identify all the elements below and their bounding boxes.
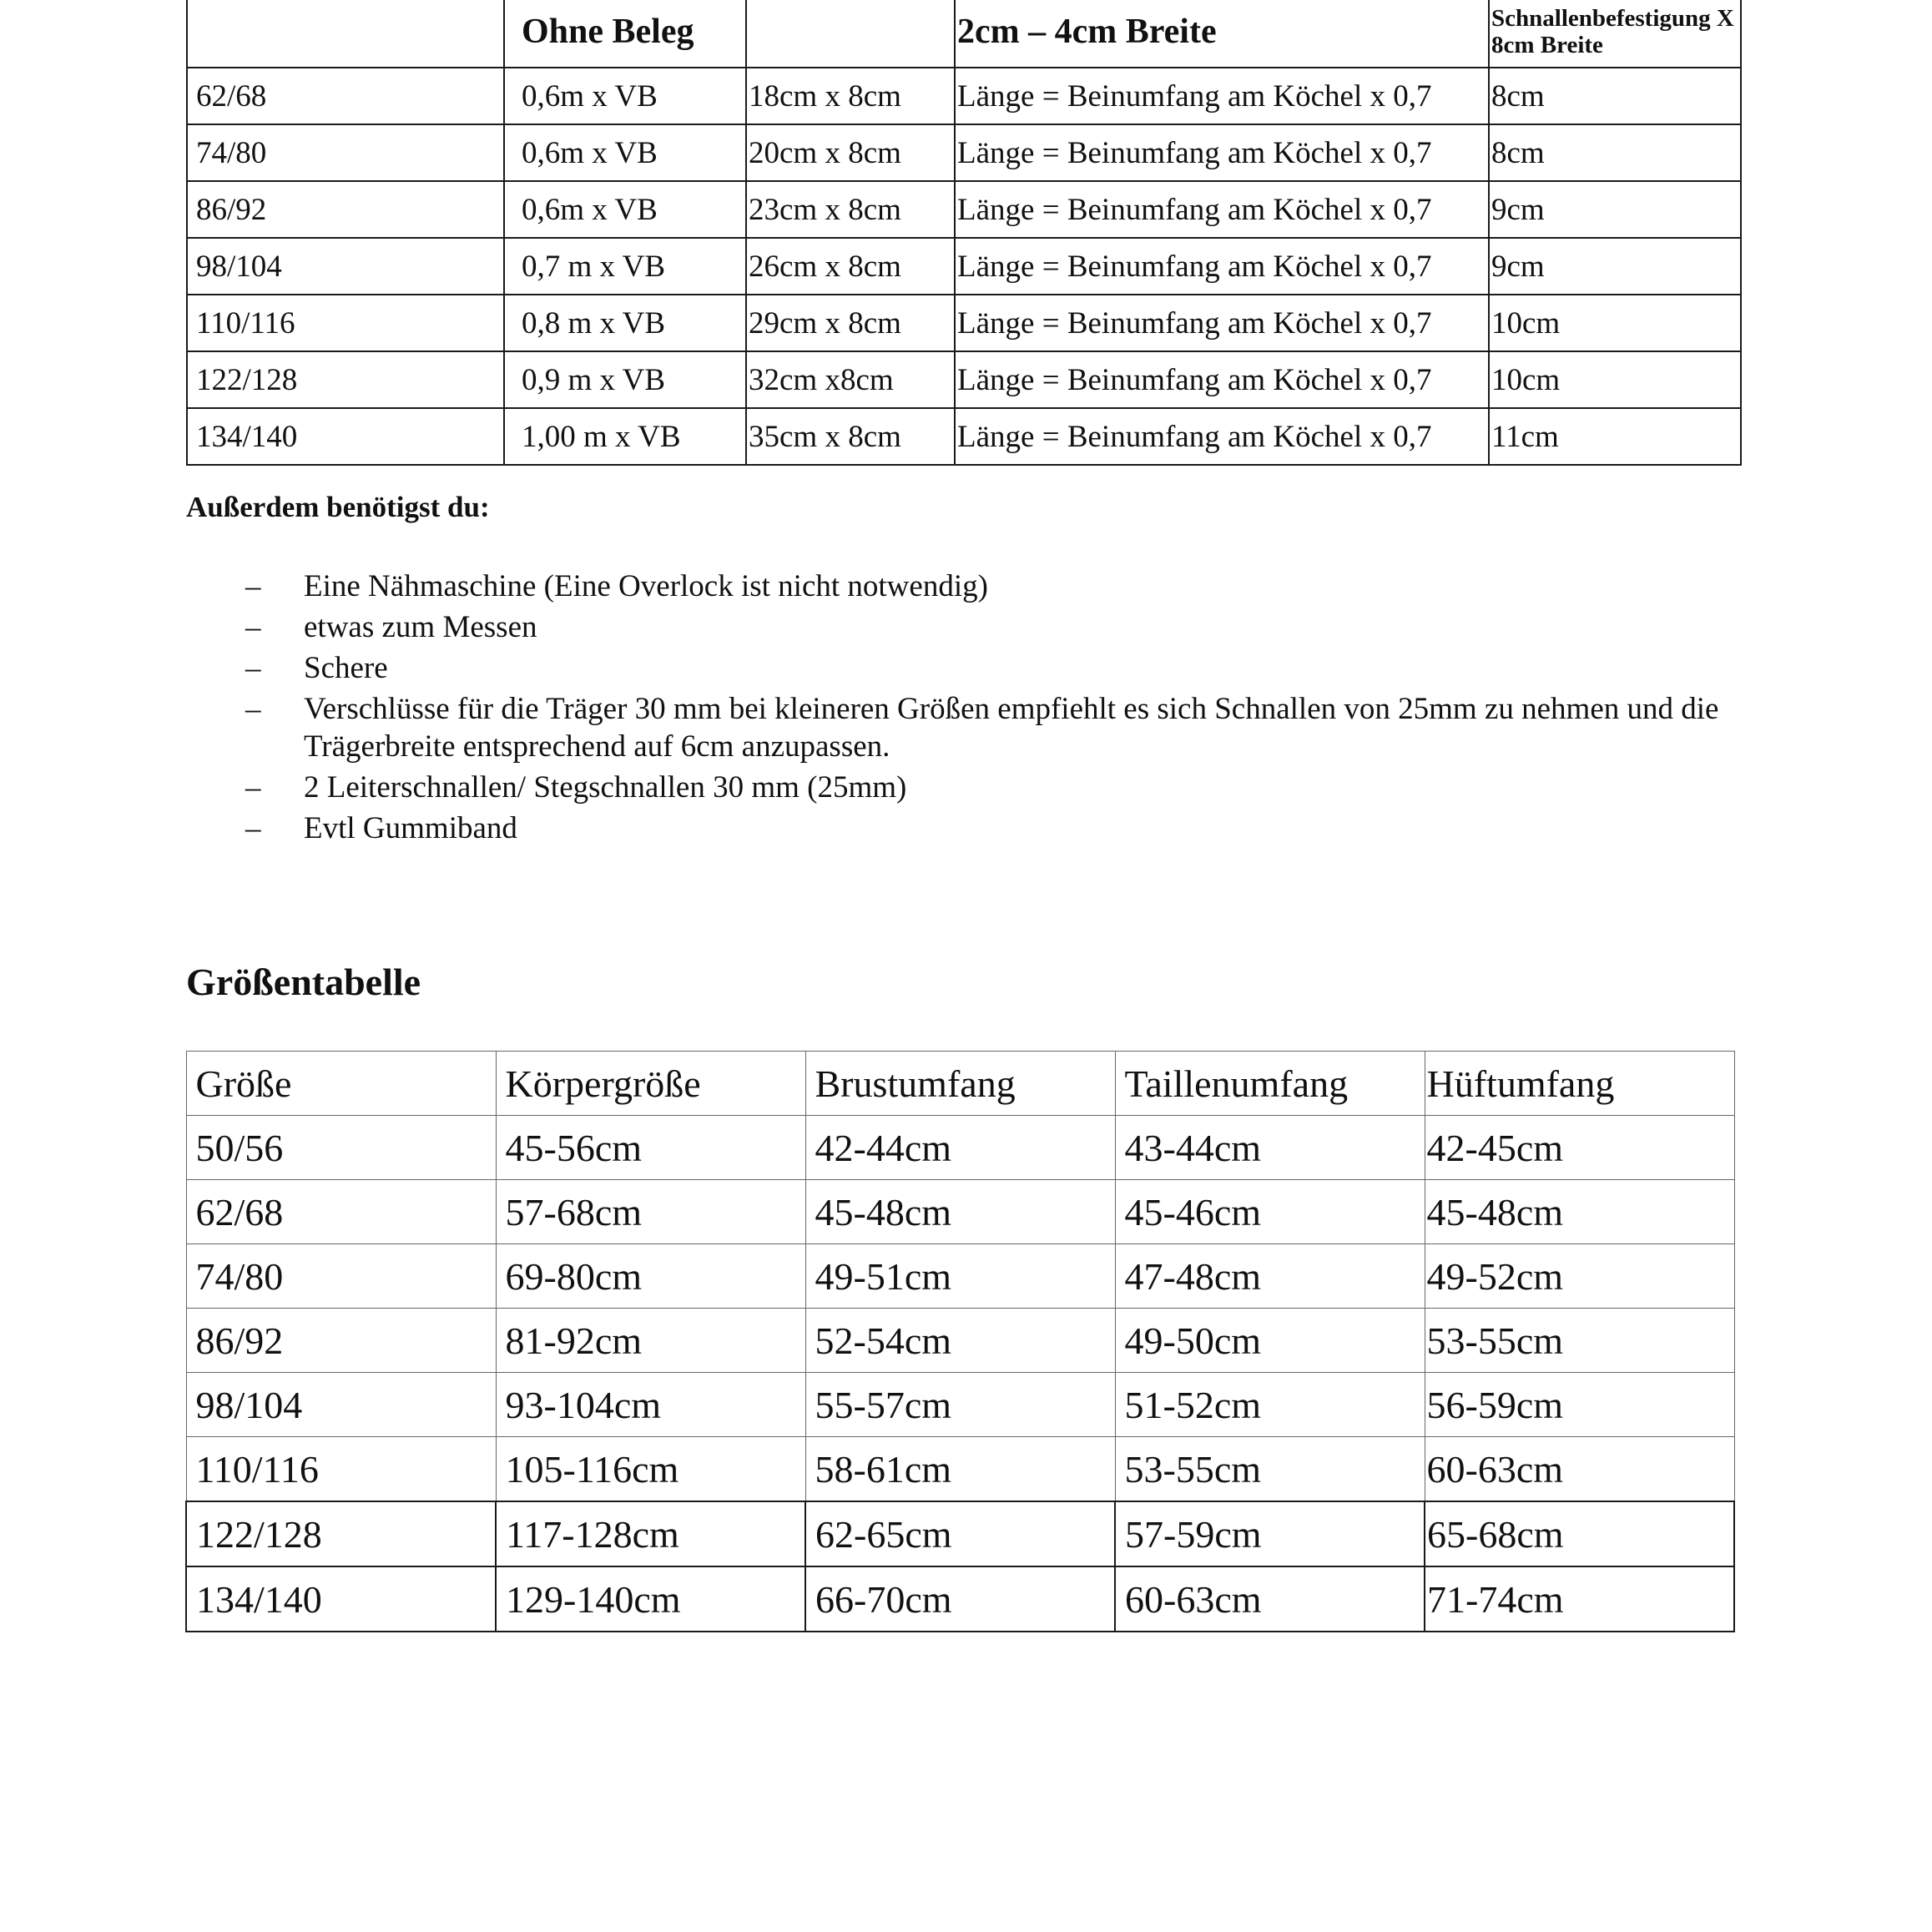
- table-cell: 45-48cm: [805, 1180, 1115, 1244]
- column-header: Größe: [186, 1052, 496, 1116]
- size-chart-table: [185, 1051, 1735, 1632]
- table-cell: 86/92: [187, 181, 504, 238]
- table-cell: 42-45cm: [1425, 1116, 1734, 1180]
- material-header-cell: Schnallenbefestigung X 8cm Breite: [1489, 0, 1741, 68]
- table-row: [186, 1437, 1734, 1502]
- table-row: [187, 68, 1741, 124]
- table-cell: 71-74cm: [1425, 1566, 1734, 1632]
- material-header-cell: Ohne Beleg: [504, 0, 746, 68]
- list-item: [242, 810, 1778, 847]
- table-cell: 9cm: [1489, 238, 1741, 295]
- dash-bullet: –: [245, 811, 261, 845]
- table-cell: 81-92cm: [496, 1309, 805, 1373]
- table-cell: 53-55cm: [1425, 1309, 1734, 1373]
- table-cell: 134/140: [186, 1566, 496, 1632]
- table-cell: 29cm x 8cm: [746, 295, 955, 351]
- list-item-text: Schere: [304, 651, 388, 685]
- table-cell: 98/104: [186, 1373, 496, 1437]
- size-chart-header-row: [186, 1052, 1734, 1116]
- table-cell: 62/68: [187, 68, 504, 124]
- table-cell: 1,00 m x VB: [504, 408, 746, 465]
- table-cell: 98/104: [187, 238, 504, 295]
- material-header-cell: [187, 0, 504, 68]
- table-row: [186, 1180, 1734, 1244]
- table-cell: 129-140cm: [496, 1566, 805, 1632]
- column-header: Brustumfang: [805, 1052, 1115, 1116]
- table-cell: 20cm x 8cm: [746, 124, 955, 181]
- list-item: [242, 649, 1778, 687]
- table-cell: 56-59cm: [1425, 1373, 1734, 1437]
- size-chart-title: Größentabelle: [186, 961, 421, 1003]
- table-cell: 0,6m x VB: [504, 181, 746, 238]
- table-cell: 35cm x 8cm: [746, 408, 955, 465]
- table-cell: 60-63cm: [1115, 1566, 1425, 1632]
- extras-heading: Außerdem benötigst du:: [186, 491, 490, 523]
- table-cell: 0,6m x VB: [504, 68, 746, 124]
- table-cell: 0,6m x VB: [504, 124, 746, 181]
- table-row: [186, 1373, 1734, 1437]
- dash-bullet: –: [245, 651, 261, 685]
- table-cell: 50/56: [186, 1116, 496, 1180]
- list-item-text: Verschlüsse für die Träger 30 mm bei kleineren Größen empfiehlt es sich Schnallen von 25mm zu nehmen und die Trägerbreite entsprechend auf 6cm anzupassen.: [304, 692, 1719, 764]
- table-cell: 105-116cm: [496, 1437, 805, 1502]
- list-item-text: 2 Leiterschnallen/ Stegschnallen 30 mm (25mm): [304, 770, 907, 805]
- table-cell: 49-51cm: [805, 1244, 1115, 1309]
- table-cell: 60-63cm: [1425, 1437, 1734, 1502]
- table-cell: 62/68: [186, 1180, 496, 1244]
- table-row: [186, 1566, 1734, 1632]
- table-cell: 0,7 m x VB: [504, 238, 746, 295]
- table-row: [187, 124, 1741, 181]
- table-row: [186, 1309, 1734, 1373]
- table-cell: 45-46cm: [1115, 1180, 1425, 1244]
- list-item: [242, 567, 1778, 605]
- list-item: [242, 608, 1778, 646]
- table-cell: 66-70cm: [805, 1566, 1115, 1632]
- table-cell: 10cm: [1489, 351, 1741, 408]
- table-cell: 9cm: [1489, 181, 1741, 238]
- material-header-cell: 2cm – 4cm Breite: [955, 0, 1489, 68]
- table-cell: Länge = Beinumfang am Köchel x 0,7: [955, 408, 1489, 465]
- table-cell: 122/128: [186, 1501, 496, 1566]
- list-item-text: etwas zum Messen: [304, 610, 537, 644]
- table-cell: 47-48cm: [1115, 1244, 1425, 1309]
- list-item: [242, 769, 1778, 806]
- table-cell: 49-52cm: [1425, 1244, 1734, 1309]
- table-cell: 65-68cm: [1425, 1501, 1734, 1566]
- dash-bullet: –: [245, 692, 261, 726]
- table-cell: 43-44cm: [1115, 1116, 1425, 1180]
- table-cell: Länge = Beinumfang am Köchel x 0,7: [955, 181, 1489, 238]
- table-cell: 23cm x 8cm: [746, 181, 955, 238]
- table-cell: 26cm x 8cm: [746, 238, 955, 295]
- table-cell: 49-50cm: [1115, 1309, 1425, 1373]
- table-cell: 0,8 m x VB: [504, 295, 746, 351]
- extras-list: [242, 567, 1778, 850]
- dash-bullet: –: [245, 610, 261, 644]
- table-cell: 42-44cm: [805, 1116, 1115, 1180]
- list-item-text: Eine Nähmaschine (Eine Overlock ist nicht notwendig): [304, 569, 988, 603]
- table-cell: 57-59cm: [1115, 1501, 1425, 1566]
- table-cell: 86/92: [186, 1309, 496, 1373]
- table-row: [187, 351, 1741, 408]
- table-row: [187, 238, 1741, 295]
- material-header-cell: [746, 0, 955, 68]
- table-cell: 74/80: [186, 1244, 496, 1309]
- table-cell: 69-80cm: [496, 1244, 805, 1309]
- table-cell: 110/116: [186, 1437, 496, 1502]
- table-cell: 55-57cm: [805, 1373, 1115, 1437]
- table-cell: 57-68cm: [496, 1180, 805, 1244]
- table-row: [187, 181, 1741, 238]
- table-cell: 117-128cm: [496, 1501, 805, 1566]
- list-item-text: Evtl Gummiband: [304, 811, 517, 845]
- table-row: [187, 408, 1741, 465]
- material-table-header-row: [187, 0, 1741, 68]
- table-cell: 45-56cm: [496, 1116, 805, 1180]
- table-cell: 0,9 m x VB: [504, 351, 746, 408]
- table-row: [186, 1244, 1734, 1309]
- table-cell: 110/116: [187, 295, 504, 351]
- column-header: Taillenumfang: [1115, 1052, 1425, 1116]
- table-cell: 8cm: [1489, 68, 1741, 124]
- table-cell: 122/128: [187, 351, 504, 408]
- table-cell: Länge = Beinumfang am Köchel x 0,7: [955, 68, 1489, 124]
- table-cell: 11cm: [1489, 408, 1741, 465]
- dash-bullet: –: [245, 770, 261, 805]
- column-header: Hüftumfang: [1425, 1052, 1734, 1116]
- table-cell: 45-48cm: [1425, 1180, 1734, 1244]
- table-row: [186, 1501, 1734, 1566]
- table-cell: Länge = Beinumfang am Köchel x 0,7: [955, 295, 1489, 351]
- list-item: [242, 690, 1778, 765]
- dash-bullet: –: [245, 569, 261, 603]
- table-cell: 74/80: [187, 124, 504, 181]
- table-cell: 51-52cm: [1115, 1373, 1425, 1437]
- table-cell: Länge = Beinumfang am Köchel x 0,7: [955, 351, 1489, 408]
- table-cell: 134/140: [187, 408, 504, 465]
- table-cell: Länge = Beinumfang am Köchel x 0,7: [955, 238, 1489, 295]
- table-cell: 53-55cm: [1115, 1437, 1425, 1502]
- table-cell: 58-61cm: [805, 1437, 1115, 1502]
- table-cell: 52-54cm: [805, 1309, 1115, 1373]
- table-row: [187, 295, 1741, 351]
- table-cell: 10cm: [1489, 295, 1741, 351]
- table-cell: 32cm x8cm: [746, 351, 955, 408]
- table-cell: 8cm: [1489, 124, 1741, 181]
- table-cell: 93-104cm: [496, 1373, 805, 1437]
- table-cell: 62-65cm: [805, 1501, 1115, 1566]
- table-cell: Länge = Beinumfang am Köchel x 0,7: [955, 124, 1489, 181]
- column-header: Körpergröße: [496, 1052, 805, 1116]
- table-cell: 18cm x 8cm: [746, 68, 955, 124]
- table-row: [186, 1116, 1734, 1180]
- material-table: [186, 0, 1742, 466]
